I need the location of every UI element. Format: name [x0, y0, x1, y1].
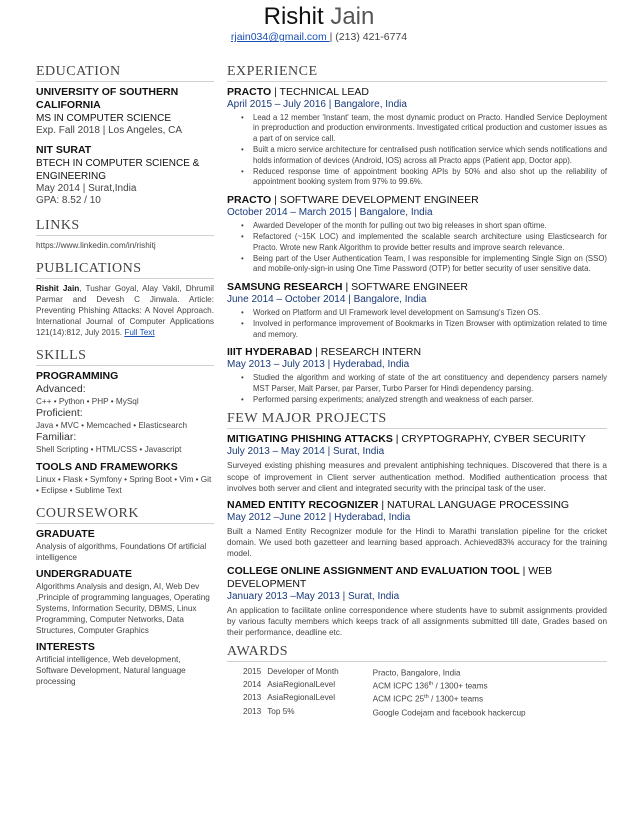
linkedin-url[interactable]: https://www.linkedin.com/in/rishitj [36, 240, 156, 250]
publications-heading: PUBLICATIONS [36, 261, 214, 279]
job-bullets [227, 308, 607, 340]
job-bullets [227, 113, 607, 188]
awards-table [243, 666, 532, 719]
project-area: | CRYPTOGRAPHY, CYBER SECURITY [395, 433, 586, 446]
award-row [243, 666, 532, 679]
degree: MS IN COMPUTER SCIENCE [36, 113, 172, 124]
project-description: Built a Named Entity Recognizer module for the Hindi to Marathi translation pipeline for the cricket domain. We used both gazetteer and learning based approach. Achieved83% accuracy for the training model. [227, 526, 607, 559]
contact-line [0, 31, 638, 43]
company-name: SAMSUNG RESEARCH [227, 280, 343, 293]
job-bullet: • Studied the algorithm and working of state of the art constituency and dependency parsers namely MST Parser, Malt Parser, par Parser, Turbo Parser for Hindi dependency parsing. [253, 373, 607, 394]
job-role: | RESEARCH INTERN [315, 346, 422, 359]
undergrad-items: Algorithms Analysis and design, AI, Web Dev ,Principle of programming languages, Operating Systems, Information Security, DBMS, Linux Programming, Computer Networks, Data Structures, Computer Graphics [36, 581, 210, 635]
award-title: AsiaRegionalLevel [267, 693, 336, 703]
coursework-section [36, 506, 214, 687]
job-bullet: • Involved in performance improvement of Bookmarks in Tizen Browser with optimization related to time and memory. [253, 319, 607, 340]
job-title [227, 346, 607, 359]
job-entry [227, 346, 607, 405]
award-year: 2015 [243, 667, 262, 677]
links-heading: LINKS [36, 218, 214, 236]
project-area: | NATURAL LANGUAGE PROCESSING [381, 498, 570, 511]
left-column [36, 64, 214, 697]
award-title: Top 5% [267, 706, 295, 716]
awards-section [227, 644, 607, 719]
job-entry [227, 281, 607, 340]
education-heading: EDUCATION [36, 64, 214, 82]
project-title [227, 565, 607, 591]
company-name: PRACTO [227, 86, 272, 98]
job-date: October 2014 – March 2015 | Bangalore, India [227, 206, 433, 218]
award-row [243, 706, 532, 719]
advanced-items: C++ • Python • PHP • MySql [36, 396, 139, 406]
degree: BTECH IN COMPUTER SCIENCE & ENGINEERING [36, 157, 200, 182]
full-text-link[interactable]: Full Text [124, 327, 155, 337]
education-entry [36, 144, 214, 208]
interests-items: Artificial intelligence, Web development, Software Development, Natural language processing [36, 654, 186, 686]
school-name: NIT SURAT [36, 143, 92, 156]
project-description: Surveyed existing phishing measures and prevalent antiphishing techniques. Discovered that there is a scope of improvement in Client server authentication method. Modified authentication process that involves both server and client and integrated security with the principal task of the user. [227, 461, 607, 493]
job-date: June 2014 – October 2014 | Bangalore, India [227, 293, 427, 305]
education-entry [36, 86, 214, 138]
job-bullets [227, 373, 607, 405]
education-date: Exp. Fall 2018 | Los Angeles, CA [36, 125, 183, 136]
job-title [227, 86, 607, 99]
programming-heading: PROGRAMMING [36, 369, 119, 382]
job-bullet: • Worked on Platform and UI Framework level development on Samsung's Tizen OS. [253, 308, 607, 318]
project-date: January 2013 –May 2013 | Surat, India [227, 590, 400, 602]
skills-heading: SKILLS [36, 348, 214, 366]
job-bullet: • Lead a 12 member 'Instant' team, the most dynamic product on Practo. Handled Service Deployment in preproduction and production environments. Investigated critical production and customer issues as a part of on service call. [253, 113, 607, 144]
project-name: MITIGATING PHISHING ATTACKS [227, 433, 393, 446]
candidate-name [0, 2, 638, 32]
familiar-items: Shell Scripting • HTML/CSS • Javascript [36, 444, 182, 454]
last-name: Jain [330, 3, 375, 30]
job-title [227, 194, 607, 207]
award-detail: ACM ICPC 136th / 1300+ teams [372, 681, 488, 692]
project-date: May 2012 –June 2012 | Hyderabad, India [227, 511, 411, 523]
company-name: PRACTO [227, 193, 272, 206]
project-entry [227, 433, 607, 494]
publications-section [36, 261, 214, 338]
proficient-label: Proficient: [36, 406, 83, 419]
job-entry [227, 86, 607, 188]
job-bullets [227, 221, 607, 275]
award-title: AsiaRegionalLevel [267, 680, 336, 690]
interests-heading: INTERESTS [36, 640, 95, 653]
award-detail: Practo, Bangalore, India [372, 668, 461, 678]
tools-heading: TOOLS AND FRAMEWORKS [36, 460, 178, 473]
experience-heading: EXPERIENCE [227, 64, 607, 82]
right-column [227, 64, 607, 719]
coursework-heading: COURSEWORK [36, 506, 214, 524]
projects-heading: FEW MAJOR PROJECTS [227, 411, 607, 429]
publication-entry [36, 283, 214, 338]
award-detail: ACM ICPC 25th / 1300+ teams [372, 694, 484, 705]
job-bullet: • Refactored (~15K LOC) and implemented the scalable search architecture using Elasticsearch for Practo. Wrote new Rank Algorithm to provide better results and improve search relevance. [253, 232, 607, 253]
award-row [243, 692, 532, 705]
job-bullet: • Being part of the User Authentication Team, I was responsible for implementing Single Sign on (SSO) and mobile-only-sign-in using One Time Password (OTP) for better security of user sensitive data. [253, 254, 607, 275]
tools-items: Linux • Flask • Symfony • Spring Boot • Vim • Git • Eclipse • Sublime Text [36, 474, 212, 495]
proficient-items: Java • MVC • Memcached • Elasticsearch [36, 420, 188, 430]
project-description: An application to facilitate online correspondence where students have to submit assignments provided by various faculty members which keeps track of all assignments submitted till date, Grades based on their performance, deadline etc. [227, 605, 607, 637]
award-year: 2013 [243, 693, 262, 703]
job-bullet: • Built a micro service architecture for centralised push notification service which sends notifications and holds information of devices (Android, IOS) across all Practo apps (Patient app, Doctor app). [253, 145, 607, 166]
graduate-heading: GRADUATE [36, 527, 95, 540]
project-name: NAMED ENTITY RECOGNIZER [227, 498, 379, 511]
project-title [227, 433, 607, 446]
project-date: July 2013 – May 2014 | Surat, India [227, 446, 385, 458]
job-bullet: • Reduced response time of appointment booking APIs by 50% and also shot up the reliability of appointment booking system from 97% to 99.6%. [253, 167, 607, 188]
projects-section [227, 411, 607, 638]
job-entry [227, 194, 607, 275]
job-date: April 2015 – July 2016 | Bangalore, India [227, 99, 407, 110]
job-role: | SOFTWARE ENGINEER [345, 280, 468, 293]
job-date: May 2013 – July 2013 | Hyderabad, India [227, 359, 410, 371]
award-year: 2014 [243, 680, 262, 690]
graduate-items: Analysis of algorithms, Foundations Of artificial intelligence [36, 541, 207, 562]
publication-author: Rishit Jain [36, 283, 80, 293]
project-entry [227, 565, 607, 639]
job-role: | TECHNICAL LEAD [274, 86, 369, 98]
project-entry [227, 499, 607, 560]
job-bullet: • Performed parsing experiments; analyzed strength and weakness of each parser. [253, 395, 607, 405]
job-bullet: • Awarded Developer of the month for pulling out two big releases in short span oftime. [253, 221, 607, 231]
project-name: COLLEGE ONLINE ASSIGNMENT AND EVALUATION TOOL [227, 564, 520, 577]
publication-text: , Tushar Goyal, Alay Vakil, Dhrumil Parmar and Devesh C Jinwala. Article: Preventing Phishing Attacks: A Novel Approach. International Journal of Computer Applications 121(14):812, July 2015. [36, 283, 214, 337]
award-year: 2013 [243, 706, 262, 716]
first-name: Rishit [263, 3, 324, 30]
award-title: Developer of Month [267, 667, 339, 677]
education-section [36, 64, 214, 208]
undergrad-heading: UNDERGRADUATE [36, 567, 133, 580]
familiar-label: Familiar: [36, 430, 77, 443]
award-detail: Google Codejam and facebook hackercup [372, 708, 526, 718]
advanced-label: Advanced: [36, 382, 86, 395]
education-date: May 2014 | Surat,India [36, 182, 137, 194]
award-row [243, 679, 532, 692]
gpa: GPA: 8.52 / 10 [36, 195, 101, 206]
links-section [36, 218, 214, 251]
company-name: IIIT HYDERABAD [227, 346, 313, 359]
phone-number: | (213) 421-6774 [329, 31, 408, 43]
project-title [227, 499, 607, 512]
school-name: UNIVERSITY OF SOUTHERN CALIFORNIA [36, 86, 179, 111]
project-area: | WEB DEVELOPMENT [227, 564, 553, 590]
email-link[interactable]: rjain034@gmail.com [230, 31, 330, 43]
experience-section [227, 64, 607, 405]
resume-header [0, 2, 638, 43]
job-title [227, 281, 607, 294]
skills-section [36, 348, 214, 496]
job-role: | SOFTWARE DEVELOPMENT ENGINEER [274, 193, 479, 206]
awards-heading: AWARDS [227, 644, 607, 662]
